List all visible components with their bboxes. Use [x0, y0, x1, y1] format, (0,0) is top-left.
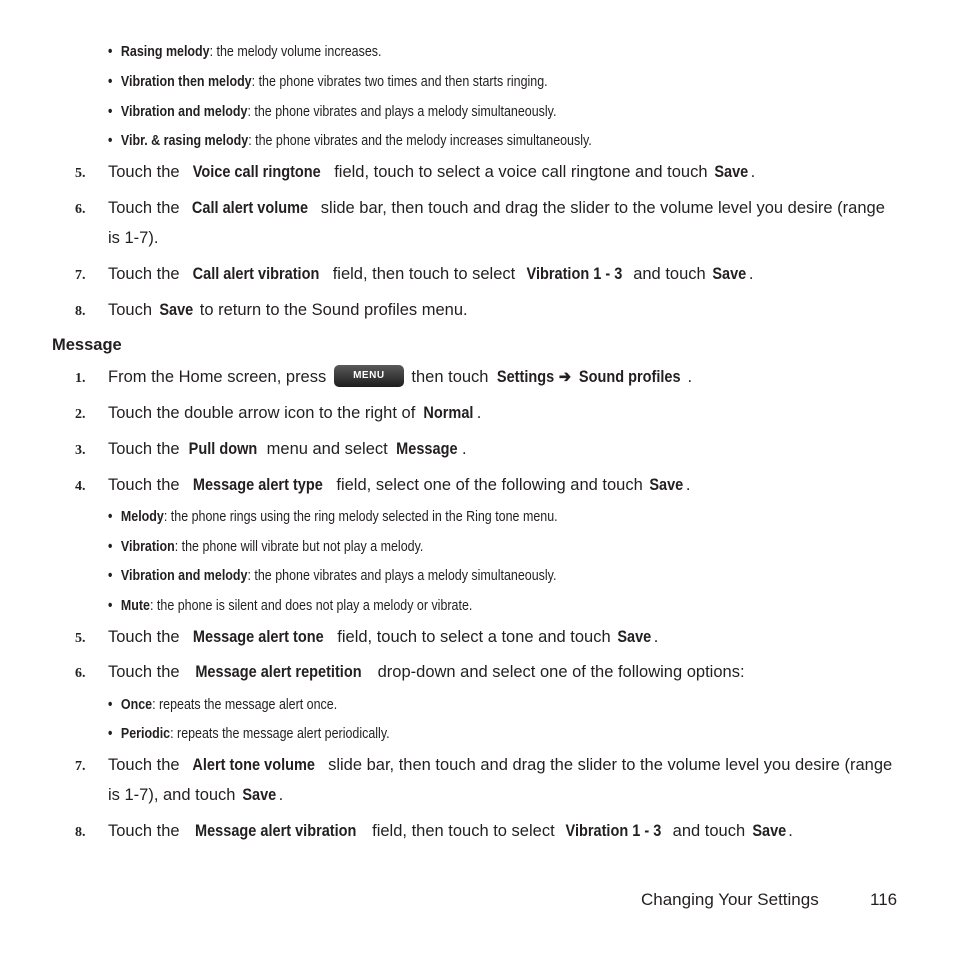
bullet-term: Periodic	[120, 726, 171, 742]
bullet-term: Vibr. & rasing melody	[120, 133, 249, 149]
bullet-once: • Once: repeats the message alert once.	[108, 697, 338, 713]
step-number: 3.	[75, 443, 86, 458]
bullet-desc: : the phone vibrates and plays a melody simultaneously.	[247, 568, 557, 584]
bullet-desc: : repeats the message alert periodically.	[170, 726, 390, 742]
step-number: 7.	[75, 268, 86, 283]
bullet-term: Vibration	[120, 539, 175, 555]
step-number: 7.	[75, 759, 86, 774]
step-number: 5.	[75, 166, 86, 181]
bullet-vibration: • Vibration: the phone will vibrate but not play a melody.	[108, 539, 424, 555]
section-heading: Message	[52, 336, 122, 354]
step-number: 4.	[75, 479, 86, 494]
bullet-term: Mute	[120, 598, 151, 614]
bullet-term: Melody	[120, 509, 164, 525]
bullet-term: Vibration and melody	[120, 568, 248, 584]
bullet-melody: • Melody: the phone rings using the ring melody selected in the Ring tone menu.	[108, 509, 558, 525]
step-number: 5.	[75, 631, 86, 646]
bullet-desc: : the phone vibrates and the melody increases simultaneously.	[248, 133, 592, 149]
step-number: 2.	[75, 407, 86, 422]
step-number: 1.	[75, 371, 86, 386]
bullet-desc: : the melody volume increases.	[209, 44, 382, 60]
step-number: 8.	[75, 825, 86, 840]
footer-section-title: Changing Your Settings	[641, 890, 819, 909]
bullet-vibr-rasing-melody: • Vibr. & rasing melody: the phone vibrates and the melody increases simultaneously.	[108, 133, 592, 149]
bullet-periodic: • Periodic: repeats the message alert periodically.	[108, 726, 390, 742]
menu-key-icon: MENU	[334, 365, 404, 387]
bullet-desc: : the phone vibrates and plays a melody simultaneously.	[247, 104, 557, 120]
bullet-desc: : the phone vibrates two times and then starts ringing.	[251, 74, 548, 90]
bullet-term: Once	[120, 697, 153, 713]
bullet-desc: : the phone rings using the ring melody selected in the Ring tone menu.	[163, 509, 558, 525]
manual-page: • Rasing melody: the melody volume increases. • Vibration then melody: the phone vibrates two times and then starts ringing. • Vibration and melody: the phone vibrates and plays a melody simultaneously. • Vibr. & rasing melody: the phone vibrates and the melody increases simultaneously. 5. Touch the Voice call ringtone field, touch to select a voice call ringtone and touch Save . 6. Touch the Call alert volume slide bar, then touch and drag the slider to the volume level you desire (range is 1-7). 7. Touch the Call alert vibration field, then touch to select Vibration 1 - 3 and touch Save . 8. Touch Save to return to the Sound profiles menu. Message 1. From the Home screen, press MENU then touch Settings➔Sound profiles . 2. Touch the double arrow icon to the right of Normal . 3. Touch the Pull down menu and select Message . 4. Touch the Message alert type field, select one of the following and touch Save . • Melody: the phone rings using the ring melody selected in the Ring tone menu. • Vibration: the phone will vibrate but not play a melody. • Vibration and melody: the phone vibrates and plays a melody simultaneously. • Mute: the phone is silent and does not play a melody or vibrate. 5. Touch the Message alert tone field, touch to select a tone and touch Save . 6. Touch the Message alert repetition drop-down and select one of the following options: • Once: repeats the message alert once. • Periodic: repeats the message alert periodically. 7. Touch the Alert tone volume slide bar, then touch and drag the slider to the volume level you desire (range is 1-7), and touch Save . 8. Touch the Message alert vibration field, then touch to select Vibration 1 - 3 and touch Save . Changing Your Settings 116	[52, 44, 898, 909]
bullet-vibration-and-melody-2: • Vibration and melody: the phone vibrates and plays a melody simultaneously.	[108, 568, 557, 584]
bullet-rasing-melody: • Rasing melody: the melody volume increases.	[108, 44, 382, 60]
arrow-icon: ➔	[558, 368, 572, 386]
step-number: 6.	[75, 666, 86, 681]
bullet-mute: • Mute: the phone is silent and does not play a melody or vibrate.	[108, 598, 473, 614]
bullet-term: Vibration then melody	[120, 74, 252, 90]
bullet-term: Vibration and melody	[120, 104, 248, 120]
bullet-vibration-then-melody: • Vibration then melody: the phone vibrates two times and then starts ringing.	[108, 74, 548, 90]
bullet-desc: : the phone is silent and does not play a melody or vibrate.	[150, 598, 473, 614]
footer-page-number: 116	[870, 890, 898, 909]
bullet-vibration-and-melody: • Vibration and melody: the phone vibrates and plays a melody simultaneously.	[108, 104, 557, 120]
step-number: 6.	[75, 202, 86, 217]
step-number: 8.	[75, 304, 86, 319]
bullet-term: Rasing melody	[120, 44, 210, 60]
bullet-desc: : the phone will vibrate but not play a melody.	[174, 539, 424, 555]
bullet-desc: : repeats the message alert once.	[152, 697, 338, 713]
